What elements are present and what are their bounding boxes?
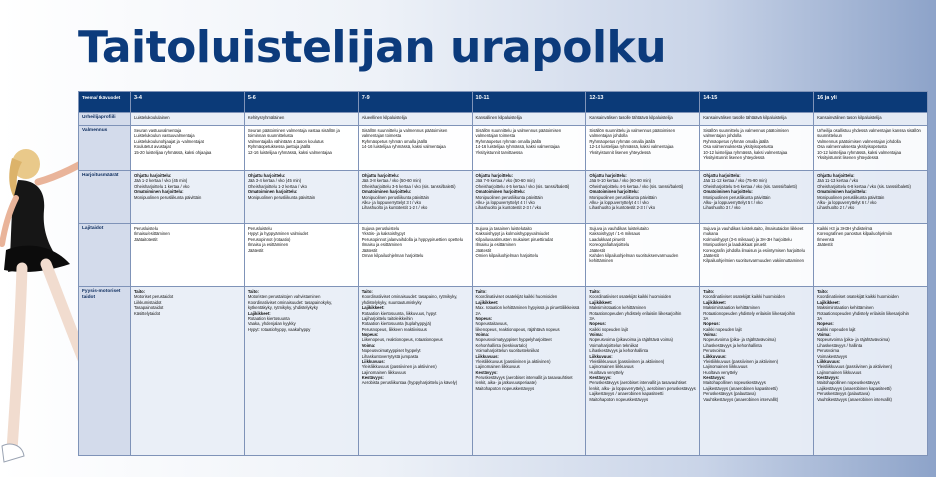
cell-line: Alku- ja loppuverryttelyt 3 t / vko	[361, 199, 422, 205]
cell-line: Yksityistunnit lisenen yhteydessä	[703, 154, 765, 160]
cell-line: Perusluistelu	[247, 226, 272, 231]
cell-line: Nopeus:	[475, 315, 493, 321]
cell-line: Sisällön suunnittelu ja valmennus päätoimisen valmentajan johdolla	[589, 128, 676, 139]
cell-line: Vauhtikestävyys (anaerobinen intervallit)	[817, 396, 892, 402]
cell-line: Rotaation kiertosuunta	[247, 315, 290, 321]
cell-line: Seuran päätoiminen valmentaja vastaa sisällön ja toiminnan suunnittelusta	[247, 128, 340, 139]
cell-line: Lajikikkeet:	[589, 299, 613, 305]
cell-line: Maksimirotaation kehittäminen	[817, 305, 874, 311]
table-cell: Kansainvälisen tasolle tähtäävä kilpaluistelija	[586, 113, 700, 126]
cell-line: Vauhtikestävyys (anaerobinen intervallit)	[703, 396, 779, 402]
cell-line: Lajikikkeet:	[703, 299, 727, 305]
cell-line: Perusopinnot (rotaatio)	[247, 236, 291, 242]
cell-line: Rotaationopeuden yhdistely erilaisiin liikesarjoihin	[703, 310, 796, 316]
training-heading: Ohjattu harjoittelu:	[589, 173, 627, 178]
cell-line: Maitohapoton nopeuskestävyys	[475, 385, 535, 391]
cell-line: Oheisharjoittelu 3-5 kertaa / vko (sis. tanssi/baletti)	[361, 183, 456, 189]
cell-line: Ryhmäopetuksessa jaettuja jäällä	[247, 144, 311, 150]
cell-line: 12-16 luistelijaa ryhmässä, kaksi valmentajaa	[247, 149, 332, 155]
cell-line: Yksityistunnit lisenen yhteydessä	[817, 154, 879, 160]
cell-line: Kilpailuvaatimusten mukaiset piruettiradat	[475, 236, 553, 242]
cell-line: Nopeus:	[589, 321, 607, 327]
table-cell	[814, 287, 928, 456]
cell-line: Koulutetut avustajat	[134, 144, 171, 150]
cell-line: Yksityistunnit tarvittaessa	[475, 149, 523, 155]
cell-line: Koordinatiiviset ominaisuudet: tasapaino, rytmikyky, yhdistelykyky, suuntautumiskyky	[361, 294, 458, 305]
cell-line: Vaaka, yhdenjalan kyykky	[247, 321, 296, 327]
cell-line: Hypyt ja hyppyäminen valmiudet	[247, 231, 309, 237]
cell-line: Monipuolinen perusliikunta päivittäin	[817, 194, 885, 200]
cell-line: Sujuva ja vauhdikas luistelutaito	[589, 226, 649, 231]
cell-line: Nopeustaitavuus,	[475, 321, 508, 327]
cell-line: Perusopinnot jalanvaihdolla ja hyppypiruettien opettelu	[361, 236, 463, 242]
table-cell	[131, 287, 245, 456]
header-age-16-plus: 16 ja yli	[814, 92, 928, 113]
cell-line: Jäätestit	[247, 247, 264, 253]
cell-line: Valmentajalla vähintään 4.tason koulutus	[247, 138, 324, 144]
training-heading: Ohjattu harjoittelu:	[817, 173, 855, 178]
cell-line: Lajinomainen liikkuvuus	[475, 364, 520, 370]
table-cell	[131, 171, 245, 224]
cell-line: Alku- ja loppuverryttelyt 5 t / vko	[703, 199, 763, 205]
cell-line: Nopeus:	[817, 321, 834, 327]
cell-line: Nopeusvoimatyyppiset hyppelyharjoitteet	[475, 337, 552, 343]
cell-line: Monipuolinen perusliikunta päivittäin	[589, 194, 657, 200]
cell-line: Osa valmennuksesta yksityisopetusta	[703, 144, 774, 150]
cell-line: Ilmaisu ja esittäminen	[475, 242, 516, 248]
cell-line: Lajikikkeet:	[361, 305, 385, 311]
training-heading: Omatoiminen harjoittelu:	[703, 189, 753, 195]
table-cell: Luistelukoululainen	[131, 113, 245, 126]
cell-line: Lihaskestävyys ja kehonhallinta	[703, 342, 762, 348]
cell-line: Voima:	[589, 332, 604, 337]
cell-line: Lajinomainen liikkuvuus	[703, 364, 748, 370]
training-heading: Omatoiminen harjoittelu:	[817, 189, 867, 195]
cell-line: 10-12 luistelijaa ryhmässä, kaksi valmentajaa	[817, 149, 902, 155]
header-age-14-15: 14-15	[700, 92, 814, 113]
row-label-athlete-profile: Urheilijaprofiili	[79, 113, 131, 126]
cell-line: Ryhmäopetus ryhmän omalla jäällä	[703, 138, 769, 144]
cell-line: Aerobista perusliikuntaa (hyppyharjoittelu ja kävely)	[361, 380, 458, 386]
cell-line: Motoriset perustaidot	[134, 294, 174, 300]
table-cell	[586, 171, 700, 224]
cell-line: Peruskestävyys (aerobiset intervallit ja tasavauhtiset lenkit, alku- ja loppuverryttely), aerobinen peruskestävyys	[589, 380, 696, 391]
cell-line: Voima:	[361, 342, 376, 348]
cell-line: Rotaationopeuden yhdistely erilaisiin liikesarjoihin	[589, 310, 682, 316]
table-cell	[472, 224, 586, 287]
cell-line: 10-12 luistelijaa ryhmässä, kaksi valmentajaa	[703, 149, 788, 155]
table-cell	[244, 224, 358, 287]
table-cell: Alueellinen kilpaluistelija	[358, 113, 472, 126]
cell-line: Voimaharjoittelun suoritustekniikat	[475, 348, 539, 354]
cell-line: Liikenopeus, reaktionopeus, rotaationopeus	[361, 337, 443, 343]
cell-line: Kahden kilpailuohjelman suorituksenvarmuuden kehittäminen	[589, 252, 679, 264]
table-cell	[472, 171, 586, 224]
training-heading: Ohjattu harjoittelu:	[703, 173, 741, 178]
cell-line: Kaikki nopeuden lajit	[817, 326, 856, 332]
cell-line: Luistelukoulun vastuuvalmentaja	[134, 133, 195, 139]
cell-line: Ryhmäopetus ryhmän omalla jäällä	[475, 138, 541, 144]
cell-line: Jää 3-8 kertaa / vko (50-60 min)	[361, 178, 422, 184]
table-cell	[358, 287, 472, 456]
table-cell	[700, 171, 814, 224]
cell-line: Yleisliikkuvuus (passiivinen ja aktiivinen)	[361, 364, 437, 370]
cell-line: Valmennus päätoimisen valmentajan johdolla	[817, 138, 901, 144]
cell-line: Käsittelytaidot	[134, 310, 161, 316]
cell-line: Motoristen perustaitojen vahvistaminen	[247, 294, 321, 300]
cell-line: Oheisharjoittelu 1-2 kertaa / vko	[247, 183, 307, 189]
table-cell: Kansainvälinen tason kilpaluistelija	[814, 113, 928, 126]
cell-line: Koreografinen panostus kilpailuohjelmiin	[817, 231, 893, 237]
training-heading: Omatoiminen harjoittelu:	[475, 189, 526, 195]
cell-line: Maksimirotaation kehittäminen	[589, 305, 646, 311]
cell-line: Sisällön suunnittelu ja valmennus päätoimisen valmentajan johdolla	[703, 128, 789, 139]
table-cell	[700, 126, 814, 171]
cell-line: Lajiharjoittelu taitoleikkeihin	[361, 315, 413, 321]
table-cell	[586, 287, 700, 456]
cell-line: Omien kilpailuohjelman harjoittelu	[475, 252, 539, 258]
cell-line: Seuran vastuuvalmentaja	[134, 128, 182, 133]
cell-line: Voima:	[703, 332, 717, 337]
cell-line: Oman kilpailuohjelman harjoittelu	[361, 252, 424, 258]
cell-line: Voimakestävyys	[817, 353, 848, 359]
cell-line: Lihaskuntoverrytystä jumpasta	[361, 353, 419, 359]
cell-line: Kaikki H3 ja 3H3H yhdistelmä	[817, 226, 873, 231]
cell-line: Lajikikkeet:	[247, 310, 271, 316]
cell-line: Lihashuolto 3 t / vko	[703, 205, 741, 211]
cell-line: Urheilija osallistuu yhdessä valmentajan kanssa sisällön suunnitteluun	[817, 128, 921, 139]
cell-line: Sisällön suunnittelu ja valmennus päätoimisen valmentajan toimesta	[475, 128, 562, 139]
cell-line: Rotaation kiertosuunta, liikkuvuus, hypyt	[361, 310, 437, 316]
page-title: Taitoluistelijan urapolku	[78, 22, 667, 73]
header-age-7-9: 7-9	[358, 92, 472, 113]
table-cell	[472, 287, 586, 456]
cell-line: Lajikikkeet:	[817, 299, 840, 305]
cell-line: Koreografin johdolla ilmaisun ja esiintymisen harjoittelu	[703, 247, 805, 253]
cell-line: Liikkuvuus:	[703, 353, 727, 359]
cell-line: Nopeus:	[361, 332, 379, 337]
cell-line: Yksöis- ja kaksoishypyt	[361, 231, 405, 237]
cell-line: 3A	[589, 315, 595, 321]
cell-line: Peruskestävyys (palauttava)	[703, 391, 756, 397]
header-theme-age: Teema/ Ikävuodet	[79, 92, 131, 113]
cell-line: Laadukkaat piruetit	[589, 236, 625, 242]
cell-line: Ilmeensä	[817, 236, 835, 242]
cell-line: Lajikestävyys (anaerobinen kapasiteetti)	[817, 385, 892, 391]
cell-line: 12-14 luistelijaa ryhmässä, kaksi valmentajaa	[589, 144, 674, 150]
table-cell	[814, 224, 928, 287]
cell-line: Monipuolinen perusliikunta päivittäin	[361, 194, 429, 200]
cell-line: Monipuolinen perusliikunta päivittäin	[475, 194, 543, 200]
header-age-10-11: 10-11	[472, 92, 586, 113]
cell-line: Liikkuvuus:	[817, 358, 841, 364]
cell-line: Kehonhallinta (keskivartalo)	[475, 342, 527, 348]
cell-line: Jää 11-13 kertaa / vko	[817, 178, 859, 184]
training-heading: Ohjattu harjoittelu:	[361, 173, 400, 178]
cell-line: Alku- ja loppuverryttelyt 4 t / vko	[475, 199, 535, 205]
cell-line: Yleisliikkuvuus (passiivinen ja aktiivinen)	[703, 358, 779, 364]
header-age-3-4: 3-4	[131, 92, 245, 113]
cell-line: Lihashuolto ja kuntotestit 2-3 t / vko	[475, 205, 542, 211]
table-cell	[131, 224, 245, 287]
cell-line: Sisällön suunnittelu ja valmennus päätoimisen valmentajan toimesta	[361, 128, 448, 139]
cell-line: Alku- ja loppuverryttelyt 6 t / vko	[817, 199, 877, 205]
cell-line: Maitohapoton nopeuskestävyys	[589, 396, 649, 402]
cell-line: Lajikestävyys / anaerobinen kapasiteetti	[589, 391, 664, 397]
header-age-12-13: 12-13	[586, 92, 700, 113]
row-label-coaching: Valmennus	[79, 126, 131, 171]
cell-line: liikenopeus, reaktionopeus, räjähtävä nopeus	[475, 326, 560, 332]
cell-line: Lihashuolto 2 t / vko	[817, 205, 855, 211]
training-heading: Omatoiminen harjoittelu:	[134, 189, 184, 195]
table-row	[79, 171, 928, 224]
cell-line: Jää 7-9 kertaa / vko (50-60 min)	[475, 178, 535, 184]
cell-line: Kaksoishypyt / 1-6 miksaus	[589, 231, 641, 237]
table-cell	[814, 126, 928, 171]
table-cell	[586, 126, 700, 171]
cell-line: Lajikikkeet:	[475, 299, 499, 305]
cell-line: Liikkuvuus:	[361, 358, 385, 364]
table-cell	[244, 171, 358, 224]
table-cell: Kehitysryhmäläinen	[244, 113, 358, 126]
cell-line: Koordinatiiviset osatekijät kaikki huomioiden	[817, 294, 899, 300]
cell-line: Kestävyys:	[589, 375, 612, 380]
table-cell	[700, 224, 814, 287]
training-heading: Ohjattu harjoittelu:	[475, 173, 513, 178]
cell-line: Lihaskestävyys ja kehonhallinta	[589, 348, 649, 354]
cell-line: Sujuva perusluistelu	[361, 226, 400, 231]
cell-line: Yleisliikkuvuus (passiivinen ja aktiivinen)	[475, 358, 551, 364]
cell-line: Jää 3-4 kertaa / vko (45 min)	[247, 178, 302, 184]
cell-line: Ryhmäopetus ryhmän omalla jäällä	[361, 138, 428, 144]
cell-line: Nopeusvoima (pika- ja räjähtävävoima)	[703, 337, 776, 343]
cell-line: Alku- ja loppuverryttelyt 4 t / vko	[589, 199, 649, 205]
cell-line: Huoltava venyttely	[589, 369, 624, 375]
cell-line: Monipuolinen perusliikunta päivittäin	[247, 194, 316, 200]
table-cell: Kansainvälisen tasolle tähtäävä kilpaluistelija	[700, 113, 814, 126]
cell-line: Nopeus:	[703, 321, 720, 327]
cell-line: Jää 9-10 kertaa / vko (60-80 min)	[589, 178, 652, 184]
cell-line: Koordinatiiviset osatekijät kaikki huomioiden	[703, 294, 785, 300]
cell-line: Ilmaisu/esittäminen	[134, 231, 170, 237]
table-cell	[244, 287, 358, 456]
cell-line: Max. rotaation kehittäminen hypyissä ja piruettiliikkeissä	[475, 305, 580, 311]
cell-line: Sujuva ja vauhdikas luistelutaito, ilmaisutaidon liikkeet mukana	[703, 226, 804, 237]
header-age-5-6: 5-6	[244, 92, 358, 113]
cell-line: 15-20 luistelijaa ryhmässä, kaksi ohjaajaa	[134, 149, 212, 155]
cell-line: Jäätestit	[361, 247, 378, 253]
table-cell	[472, 126, 586, 171]
cell-line: Peruskestävyys (aerobiset intervallit ja tasavauhtiset lenkit, aika- ja jatkuvuusperiaate)	[475, 375, 573, 386]
cell-line: Lihashuolto ja kuntotestit 1-2 t / vko	[361, 205, 428, 211]
cell-line: Taito:	[589, 289, 601, 294]
cell-line: Jäätestit	[589, 247, 605, 253]
row-label-sport-skills: Lajitaidot	[79, 224, 131, 287]
training-heading: Omatoiminen harjoittelu:	[247, 189, 298, 195]
cell-line: Lajinomainen liikkuvuus	[589, 364, 634, 370]
table-row	[79, 287, 928, 456]
career-path-table	[78, 91, 928, 456]
cell-line: Lihaskestävyys / hallinta	[817, 342, 863, 348]
table-cell	[244, 126, 358, 171]
cell-line: Kestävyys:	[475, 369, 498, 375]
cell-line: Voimaharjoittelun tekniikat	[589, 342, 639, 348]
cell-line: Oheisharjoittelu 4-5 kertaa / vko (sis. tanssi/baletti)	[589, 183, 684, 189]
table-row	[79, 224, 928, 287]
cell-line: Luistelukoulunohjaajat ja -valmentajat	[134, 138, 204, 144]
cell-line: Oheisharjoittelu 6-8 kertaa / vko (sis. tanssi/baletti)	[817, 183, 911, 189]
cell-line: Kolmoishypyt (3-6 miksaus) ja 3H-3H harjoittelu	[703, 236, 792, 242]
cell-line: Taito:	[134, 289, 146, 294]
cell-line: Taito:	[361, 289, 373, 294]
cell-line: Kaikki nopeuden lajit	[589, 326, 628, 332]
cell-line: Lajinomainen liikkuvuus	[817, 369, 862, 375]
cell-line: Yleisliikkuvuus (passiivinen ja aktiivinen)	[817, 364, 893, 370]
cell-line: Jäätaitotestit	[134, 236, 158, 242]
table-cell	[700, 287, 814, 456]
cell-line: Huoltava venyttely	[703, 369, 738, 375]
cell-line: Maksimirotaation kehittäminen	[703, 305, 760, 311]
table-row	[79, 113, 928, 126]
cell-line: Kaksoishypyt ja kolmoishyppyvalmiudet	[475, 231, 550, 237]
cell-line: Osa valmennuksesta yksityisopetusta	[817, 144, 887, 150]
cell-line: Kilpailuohjelmien suoritusvarmuuden vakiinnuttaminen	[703, 258, 805, 264]
cell-line: Taito:	[817, 289, 829, 294]
table-cell	[586, 224, 700, 287]
cell-line: Kestävyys:	[703, 375, 726, 380]
cell-line: 3A	[817, 315, 823, 321]
table-cell: Kansallinen kilpaluistelija	[472, 113, 586, 126]
cell-line: Maitohapollinen nopeuskestävyys	[817, 380, 880, 386]
cell-line: Yleisliikkuvuus (passiivinen ja aktiivinen)	[589, 358, 665, 364]
cell-line: Perusluistelu	[134, 226, 158, 231]
cell-line: Monipuoliset ja laadukkaat piruetit	[703, 242, 767, 248]
training-heading: Omatoiminen harjoittelu:	[361, 189, 412, 195]
cell-line: Monipuolinen perusliikunta päivittäin	[134, 194, 202, 200]
table-cell	[358, 171, 472, 224]
cell-line: Voima:	[817, 332, 831, 337]
cell-line: Ryhmäopetus ryhmän omalla jäällä	[589, 138, 655, 144]
cell-line: Voima:	[475, 332, 490, 337]
career-path-table-container	[78, 91, 928, 456]
cell-line: Kestävyys:	[817, 375, 840, 380]
cell-line: Lihashuolto ja kuntotestit 2-3 t / vko	[589, 205, 656, 211]
cell-line: Taito:	[475, 289, 487, 294]
table-cell	[358, 224, 472, 287]
cell-line: Oheisharjoittelu 1 kertaa / vko	[134, 183, 190, 189]
cell-line: Nopeusvoima (pikavoima ja räjähtävä voima)	[589, 337, 673, 343]
cell-line: Taito:	[247, 289, 259, 294]
cell-line: Koordinatiiviset ominaisuudet: tasapainokyky, kytkentäkyky, rytmikyky, yhdistelykyky	[247, 299, 333, 311]
cell-line: Maitohapollinen nopeuskestävyys	[703, 380, 766, 386]
table-header-row	[79, 92, 928, 113]
cell-line: Ilmaisu ja esittäminen	[361, 242, 402, 248]
cell-line: Ilmaisu ja esittäminen	[247, 242, 289, 248]
cell-line: Jäätestit	[703, 252, 719, 258]
cell-line: Monipuolinen perusliikunta päivittäin	[703, 194, 771, 200]
cell-line: Jää 1-2 kertaa / vko (45 min)	[134, 178, 188, 184]
table-cell	[131, 126, 245, 171]
table-cell	[358, 126, 472, 171]
cell-line: 2A	[475, 310, 481, 316]
cell-line: Taito:	[703, 289, 715, 294]
cell-line: Jäätestit	[475, 247, 492, 253]
cell-line: Liikkumistaidot	[134, 299, 162, 305]
cell-line: Rotaation kiertosuunta (tuplahyppyjä)	[361, 321, 432, 327]
table-cell	[814, 171, 928, 224]
cell-line: Jää 11-12 kertaa / vko (75-90 min)	[703, 178, 767, 184]
cell-line: 14-16 luistelijaa ryhmässä, kaksi valmentajaa	[361, 144, 446, 150]
row-label-training-amounts: Harjoitusmäärät	[79, 171, 131, 224]
cell-line: 3A	[703, 315, 709, 321]
cell-line: Yksityistunnit lisenen yhteydessä	[589, 149, 651, 155]
cell-line: Peruskestävyys (palauttava)	[817, 391, 870, 397]
cell-line: 14-16 luistelijaa ryhmässä, kaksi valmentajaa	[475, 144, 560, 150]
cell-line: Kaikki nopeuden lajit	[703, 326, 742, 332]
row-label-physical-motor-skills: Fyysis-motoriset taidot	[79, 287, 131, 456]
cell-line: Perusnopeus, liikkeen reaktiivisuus	[361, 326, 427, 332]
cell-line: Liikkuvuus:	[589, 353, 613, 359]
cell-line: Hypyt: rotaatiohyppy, vaakahyppy	[247, 326, 311, 332]
cell-line: Sujuva ja tasainen luistelutaito	[475, 226, 532, 231]
cell-line: Koreografiaharjoittelu	[589, 242, 630, 248]
cell-line: Rotaationopeuden yhdistely erilaisiin liikesarjoihin	[817, 310, 910, 316]
cell-line: Jäätestit	[817, 242, 833, 248]
table-row	[79, 126, 928, 171]
cell-line: Oheisharjoittelu 4-5 kertaa / vko (sis. tanssi/baletti)	[475, 183, 570, 189]
cell-line: Perusvoima	[817, 348, 840, 354]
cell-line: Koordinatiiviset osatekijät kaikki huomioiden	[589, 294, 672, 300]
cell-line: Koordinatiiviset osatekijät kaikki huomioiden	[475, 294, 558, 300]
cell-line: Perusvoima	[703, 348, 726, 354]
cell-line: Tasapainotaidot	[134, 305, 164, 311]
cell-line: Liikkuvuus:	[475, 353, 499, 359]
cell-line: Lajinomainen liikkuvuus	[361, 369, 406, 375]
cell-line: Oheisharjoittelu 5-6 kertaa / vko (sis. tanssi/baletti)	[703, 183, 798, 189]
training-heading: Omatoiminen harjoittelu:	[589, 189, 639, 195]
cell-line: Nopeusvoimatyyppiset hyppelyt	[361, 348, 421, 354]
cell-line: Nopeusvoima (pika- ja räjähtävävoima)	[817, 337, 890, 343]
cell-line: Kestävyys:	[361, 375, 384, 380]
training-heading: Ohjattu harjoittelu:	[247, 173, 286, 178]
training-heading: Ohjattu harjoittelu:	[134, 173, 172, 178]
cell-line: Lajikestävyys (anaerobinen kapasiteetti)	[703, 385, 778, 391]
